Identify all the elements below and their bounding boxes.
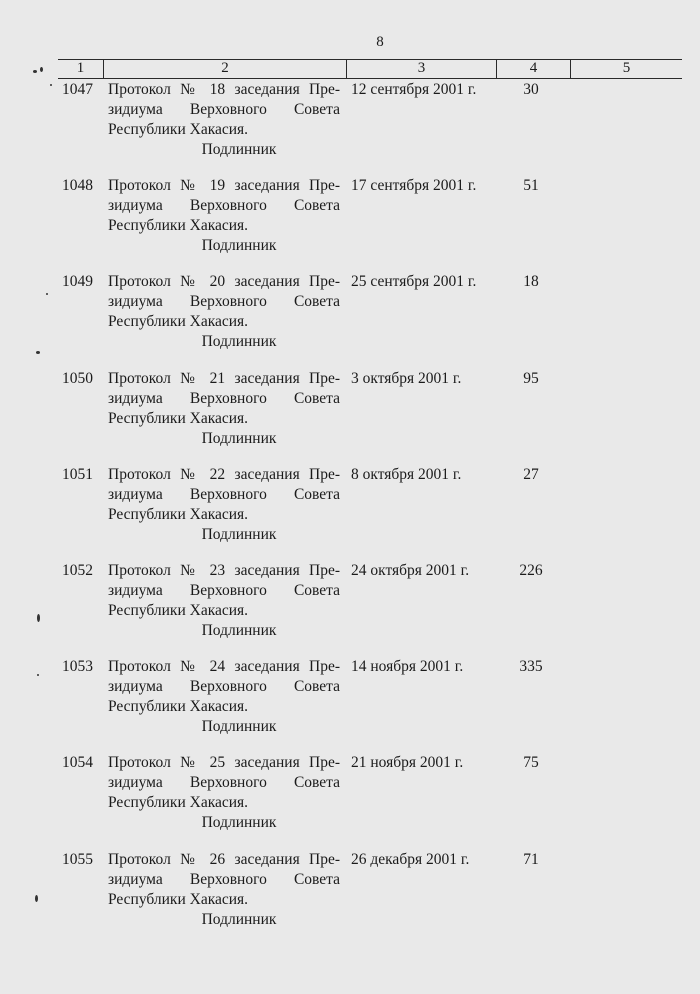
entry-title: Протокол № 26 заседания Пре-зидиума Верховного Совета Республики Хакасия. bbox=[108, 850, 340, 908]
entry-note: Подлинник bbox=[201, 333, 277, 351]
scan-speck bbox=[36, 351, 40, 354]
entry-sheets: 75 bbox=[523, 754, 539, 772]
entry-title-cell bbox=[108, 80, 340, 160]
header-col-2: 2 bbox=[104, 60, 347, 78]
table-row bbox=[58, 272, 682, 368]
entry-sheets: 226 bbox=[519, 561, 543, 579]
entry-sheets: 71 bbox=[523, 850, 539, 868]
header-col-5: 5 bbox=[622, 60, 631, 76]
table-header bbox=[58, 59, 682, 79]
entries-list bbox=[58, 80, 682, 946]
header-col-3: 3 bbox=[347, 60, 497, 78]
entry-title: Протокол № 24 заседания Пре-зидиума Верховного Совета Республики Хакасия. bbox=[108, 658, 340, 716]
entry-sheets: 95 bbox=[523, 369, 539, 387]
scan-speck bbox=[37, 614, 40, 622]
entry-number: 1051 bbox=[62, 465, 93, 483]
entry-date: 8 октября 2001 г. bbox=[351, 465, 462, 483]
scan-speck bbox=[37, 674, 39, 676]
entry-date: 26 декабря 2001 г. bbox=[351, 850, 470, 868]
entry-sheets: 27 bbox=[523, 465, 539, 483]
entry-note: Подлинник bbox=[201, 141, 277, 158]
entry-number: 1055 bbox=[62, 850, 93, 868]
entry-note: Подлинник bbox=[201, 621, 277, 639]
entry-number: 1052 bbox=[62, 561, 93, 579]
entry-sheets: 335 bbox=[519, 658, 543, 676]
entry-date: 24 октября 2001 г. bbox=[351, 561, 470, 579]
entry-title-cell bbox=[108, 657, 340, 737]
entry-note: Подлинник bbox=[201, 814, 277, 832]
entry-title: Протокол № 21 заседания Пре-зидиума Верховного Совета Республики Хакасия. bbox=[108, 369, 340, 427]
entry-title: Протокол № 23 заседания Пре-зидиума Верховного Совета Республики Хакасия. bbox=[108, 561, 340, 619]
table-row bbox=[58, 465, 682, 561]
entry-title-cell bbox=[108, 369, 340, 449]
entry-title: Протокол № 22 заседания Пре-зидиума Верховного Совета Республики Хакасия. bbox=[108, 465, 340, 523]
table-row bbox=[58, 80, 682, 176]
entry-note: Подлинник bbox=[201, 910, 277, 928]
entry-title-cell bbox=[108, 753, 340, 833]
entry-date: 14 ноября 2001 г. bbox=[351, 658, 464, 676]
entry-date: 12 сентября 2001 г. bbox=[351, 81, 477, 98]
table-row bbox=[58, 561, 682, 657]
table-row bbox=[58, 657, 682, 753]
scan-speck bbox=[50, 84, 52, 86]
page-number: 8 bbox=[376, 34, 384, 50]
table-row bbox=[58, 850, 682, 946]
entry-sheets: 18 bbox=[523, 273, 539, 291]
entry-date: 21 ноября 2001 г. bbox=[351, 754, 464, 772]
scan-speck bbox=[33, 70, 37, 73]
header-col-1: 1 bbox=[58, 60, 104, 78]
entry-note: Подлинник bbox=[201, 429, 277, 447]
entry-title: Протокол № 25 заседания Пре-зидиума Верховного Совета Республики Хакасия. bbox=[108, 754, 340, 812]
entry-title: Протокол № 19 заседания Пре-зидиума Верховного Совета Республики Хакасия. bbox=[108, 177, 340, 235]
table-row bbox=[58, 753, 682, 849]
header-col-4: 4 bbox=[497, 60, 571, 78]
table-row bbox=[58, 369, 682, 465]
scan-speck bbox=[46, 293, 48, 295]
entry-title-cell bbox=[108, 561, 340, 641]
entry-note: Подлинник bbox=[201, 525, 277, 543]
entry-note: Подлинник bbox=[201, 718, 277, 736]
entry-title-cell bbox=[108, 272, 340, 352]
entry-number: 1047 bbox=[62, 81, 93, 98]
entry-date: 17 сентября 2001 г. bbox=[351, 177, 477, 195]
entry-number: 1053 bbox=[62, 658, 93, 676]
entry-date: 3 октября 2001 г. bbox=[351, 369, 462, 387]
entry-title-cell bbox=[108, 176, 340, 256]
entry-title-cell bbox=[108, 465, 340, 545]
entry-sheets: 30 bbox=[523, 81, 539, 98]
entry-date: 25 сентября 2001 г. bbox=[351, 273, 477, 291]
entry-sheets: 51 bbox=[523, 177, 539, 195]
entry-number: 1054 bbox=[62, 754, 93, 772]
scan-speck bbox=[35, 895, 38, 902]
entry-note: Подлинник bbox=[201, 237, 277, 255]
table-row bbox=[58, 176, 682, 272]
entry-number: 1049 bbox=[62, 273, 93, 291]
entry-number: 1050 bbox=[62, 369, 93, 387]
entry-title-cell bbox=[108, 850, 340, 930]
entry-title: Протокол № 20 заседания Пре-зидиума Верховного Совета Республики Хакасия. bbox=[108, 273, 340, 331]
entry-number: 1048 bbox=[62, 177, 93, 195]
entry-title: Протокол № 18 заседания Пре-зидиума Верховного Совета Республики Хакасия. bbox=[108, 81, 340, 138]
scan-speck bbox=[40, 67, 43, 72]
